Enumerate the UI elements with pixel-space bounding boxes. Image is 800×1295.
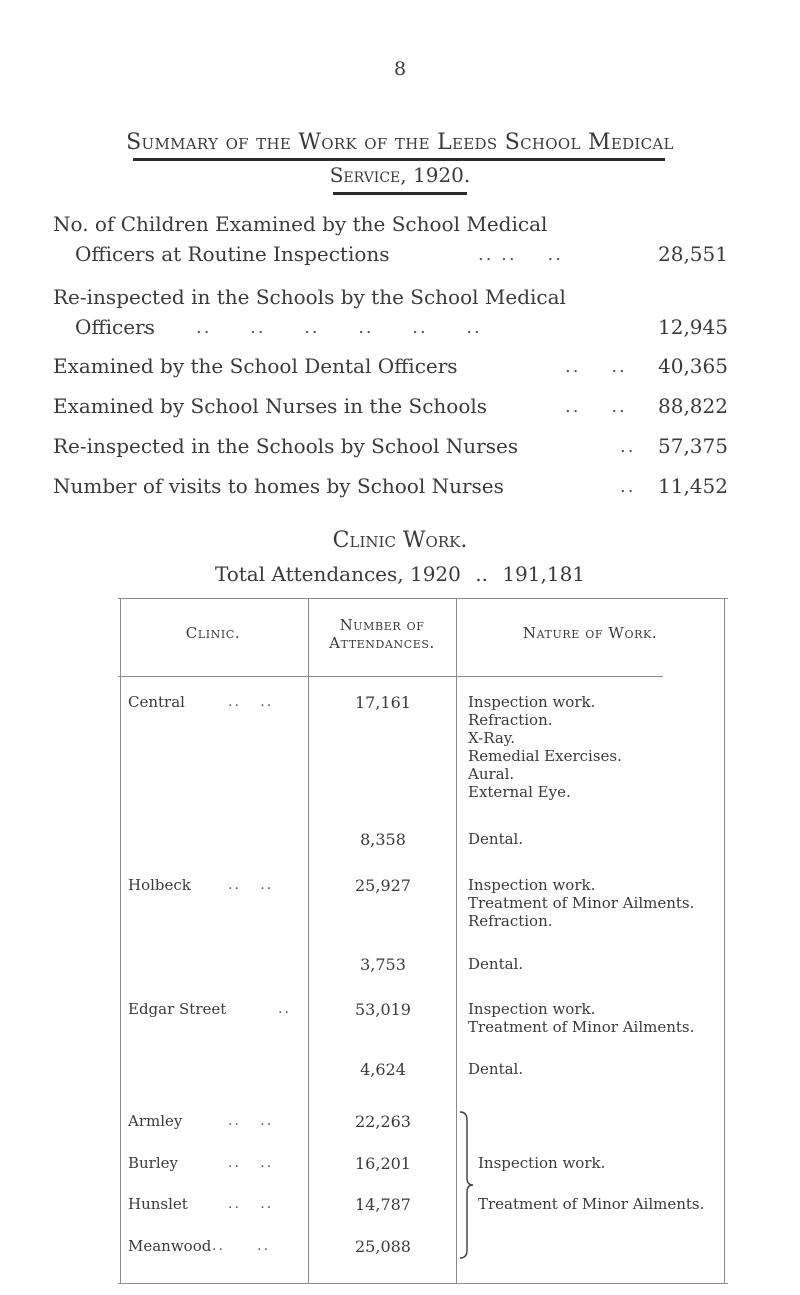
leader-dots: ..: [278, 1001, 291, 1017]
table-top-rule: [118, 598, 728, 599]
clinic-name: Armley: [128, 1112, 183, 1130]
table-header-rule: [118, 676, 663, 677]
leader-dots: .. ..: [565, 356, 627, 377]
clinic-name: Holbeck: [128, 876, 191, 894]
summary-label-line: Officers: [75, 315, 155, 339]
header-attendances-line1: Number of: [339, 616, 425, 634]
work-item: Treatment of Minor Ailments.: [468, 1018, 695, 1036]
summary-label-line: Number of visits to homes by School Nurses: [53, 474, 504, 498]
leader-dots: ..: [620, 476, 636, 497]
subtitle-rule: [333, 192, 467, 195]
work-item: Inspection work.: [468, 693, 596, 711]
summary-label-line: Examined by the School Dental Officers: [53, 354, 458, 378]
leader-dots: .. ..: [228, 1196, 274, 1212]
attendance-value: 14,787: [355, 1195, 411, 1214]
clinic-name: Meanwood: [128, 1237, 212, 1255]
total-label: Total Attendances, 1920: [214, 562, 461, 586]
summary-label-line: No. of Children Examined by the School Medical: [53, 212, 548, 236]
clinic-name: Edgar Street: [128, 1000, 227, 1018]
work-item: Dental.: [468, 1060, 524, 1078]
header-nature: Nature of Work.: [522, 624, 658, 642]
attendance-value: 22,263: [355, 1112, 411, 1131]
attendance-value: 4,624: [360, 1060, 406, 1079]
leader-dots: ..: [620, 436, 636, 457]
header-attendances-line2: Attendances.: [329, 634, 435, 652]
attendance-value: 8,358: [360, 830, 406, 849]
work-item: Treatment of Minor Ailments.: [478, 1195, 705, 1213]
page-number: 8: [393, 58, 407, 80]
table-right-rule: [724, 598, 725, 1283]
summary-label-line: Re-inspected in the Schools by School Nurses: [53, 434, 519, 458]
summary-value: 28,551: [658, 242, 728, 266]
leader-dots: .. ..: [228, 877, 274, 893]
clinic-table: [118, 598, 728, 1283]
leader-dots: .. ..: [228, 1155, 274, 1171]
table-bottom-rule: [118, 1283, 728, 1284]
leader-dots: .. .. .. .. .. .. ..: [142, 317, 482, 338]
work-item: Aural.: [468, 765, 515, 783]
summary-value: 12,945: [658, 315, 728, 339]
total-dots: ..: [475, 562, 488, 586]
clinic-work-heading: Clinic Work.: [332, 528, 468, 553]
attendance-value: 16,201: [355, 1154, 411, 1173]
page-title: Summary of the Work of the Leeds School Medical: [126, 130, 674, 155]
leader-dots: .. .. ..: [478, 244, 563, 265]
leader-dots: .. ..: [565, 396, 627, 417]
total-attendances-line: [0, 562, 800, 586]
table-left-rule: [120, 598, 121, 1283]
clinic-name: Hunslet: [128, 1195, 188, 1213]
leader-dots: .. ..: [228, 1113, 274, 1129]
summary-value: 57,375: [658, 434, 728, 458]
work-item: Inspection work.: [468, 1000, 596, 1018]
right-brace-icon: [458, 1110, 478, 1260]
summary-value: 11,452: [658, 474, 728, 498]
attendance-value: 17,161: [355, 693, 411, 712]
attendance-value: 25,088: [355, 1237, 411, 1256]
work-item: Treatment of Minor Ailments.: [468, 894, 695, 912]
leader-dots: .. ..: [228, 694, 274, 710]
leader-dots: .. ..: [212, 1238, 271, 1254]
page-subtitle: Service, 1920.: [329, 163, 471, 187]
attendance-value: 3,753: [360, 955, 406, 974]
clinic-name: Burley: [128, 1154, 179, 1172]
work-item: External Eye.: [468, 783, 571, 801]
summary-label-line: Examined by School Nurses in the Schools: [53, 394, 488, 418]
work-item: X-Ray.: [468, 729, 516, 747]
total-value: 191,181: [502, 562, 586, 586]
clinic-name: Central: [128, 693, 185, 711]
summary-value: 40,365: [658, 354, 728, 378]
attendance-value: 53,019: [355, 1000, 411, 1019]
work-item: Dental.: [468, 955, 524, 973]
title-rule: [133, 158, 665, 161]
summary-label-line: Officers at Routine Inspections: [75, 242, 390, 266]
work-item: Refraction.: [468, 711, 553, 729]
work-item: Inspection work.: [468, 876, 596, 894]
work-item: Inspection work.: [478, 1154, 606, 1172]
summary-value: 88,822: [658, 394, 728, 418]
work-item: Refraction.: [468, 912, 553, 930]
attendance-value: 25,927: [355, 876, 411, 895]
summary-label-line: Re-inspected in the Schools by the School Medical: [53, 285, 566, 309]
header-clinic: Clinic.: [185, 624, 241, 642]
work-item: Remedial Exercises.: [468, 747, 622, 765]
work-item: Dental.: [468, 830, 524, 848]
